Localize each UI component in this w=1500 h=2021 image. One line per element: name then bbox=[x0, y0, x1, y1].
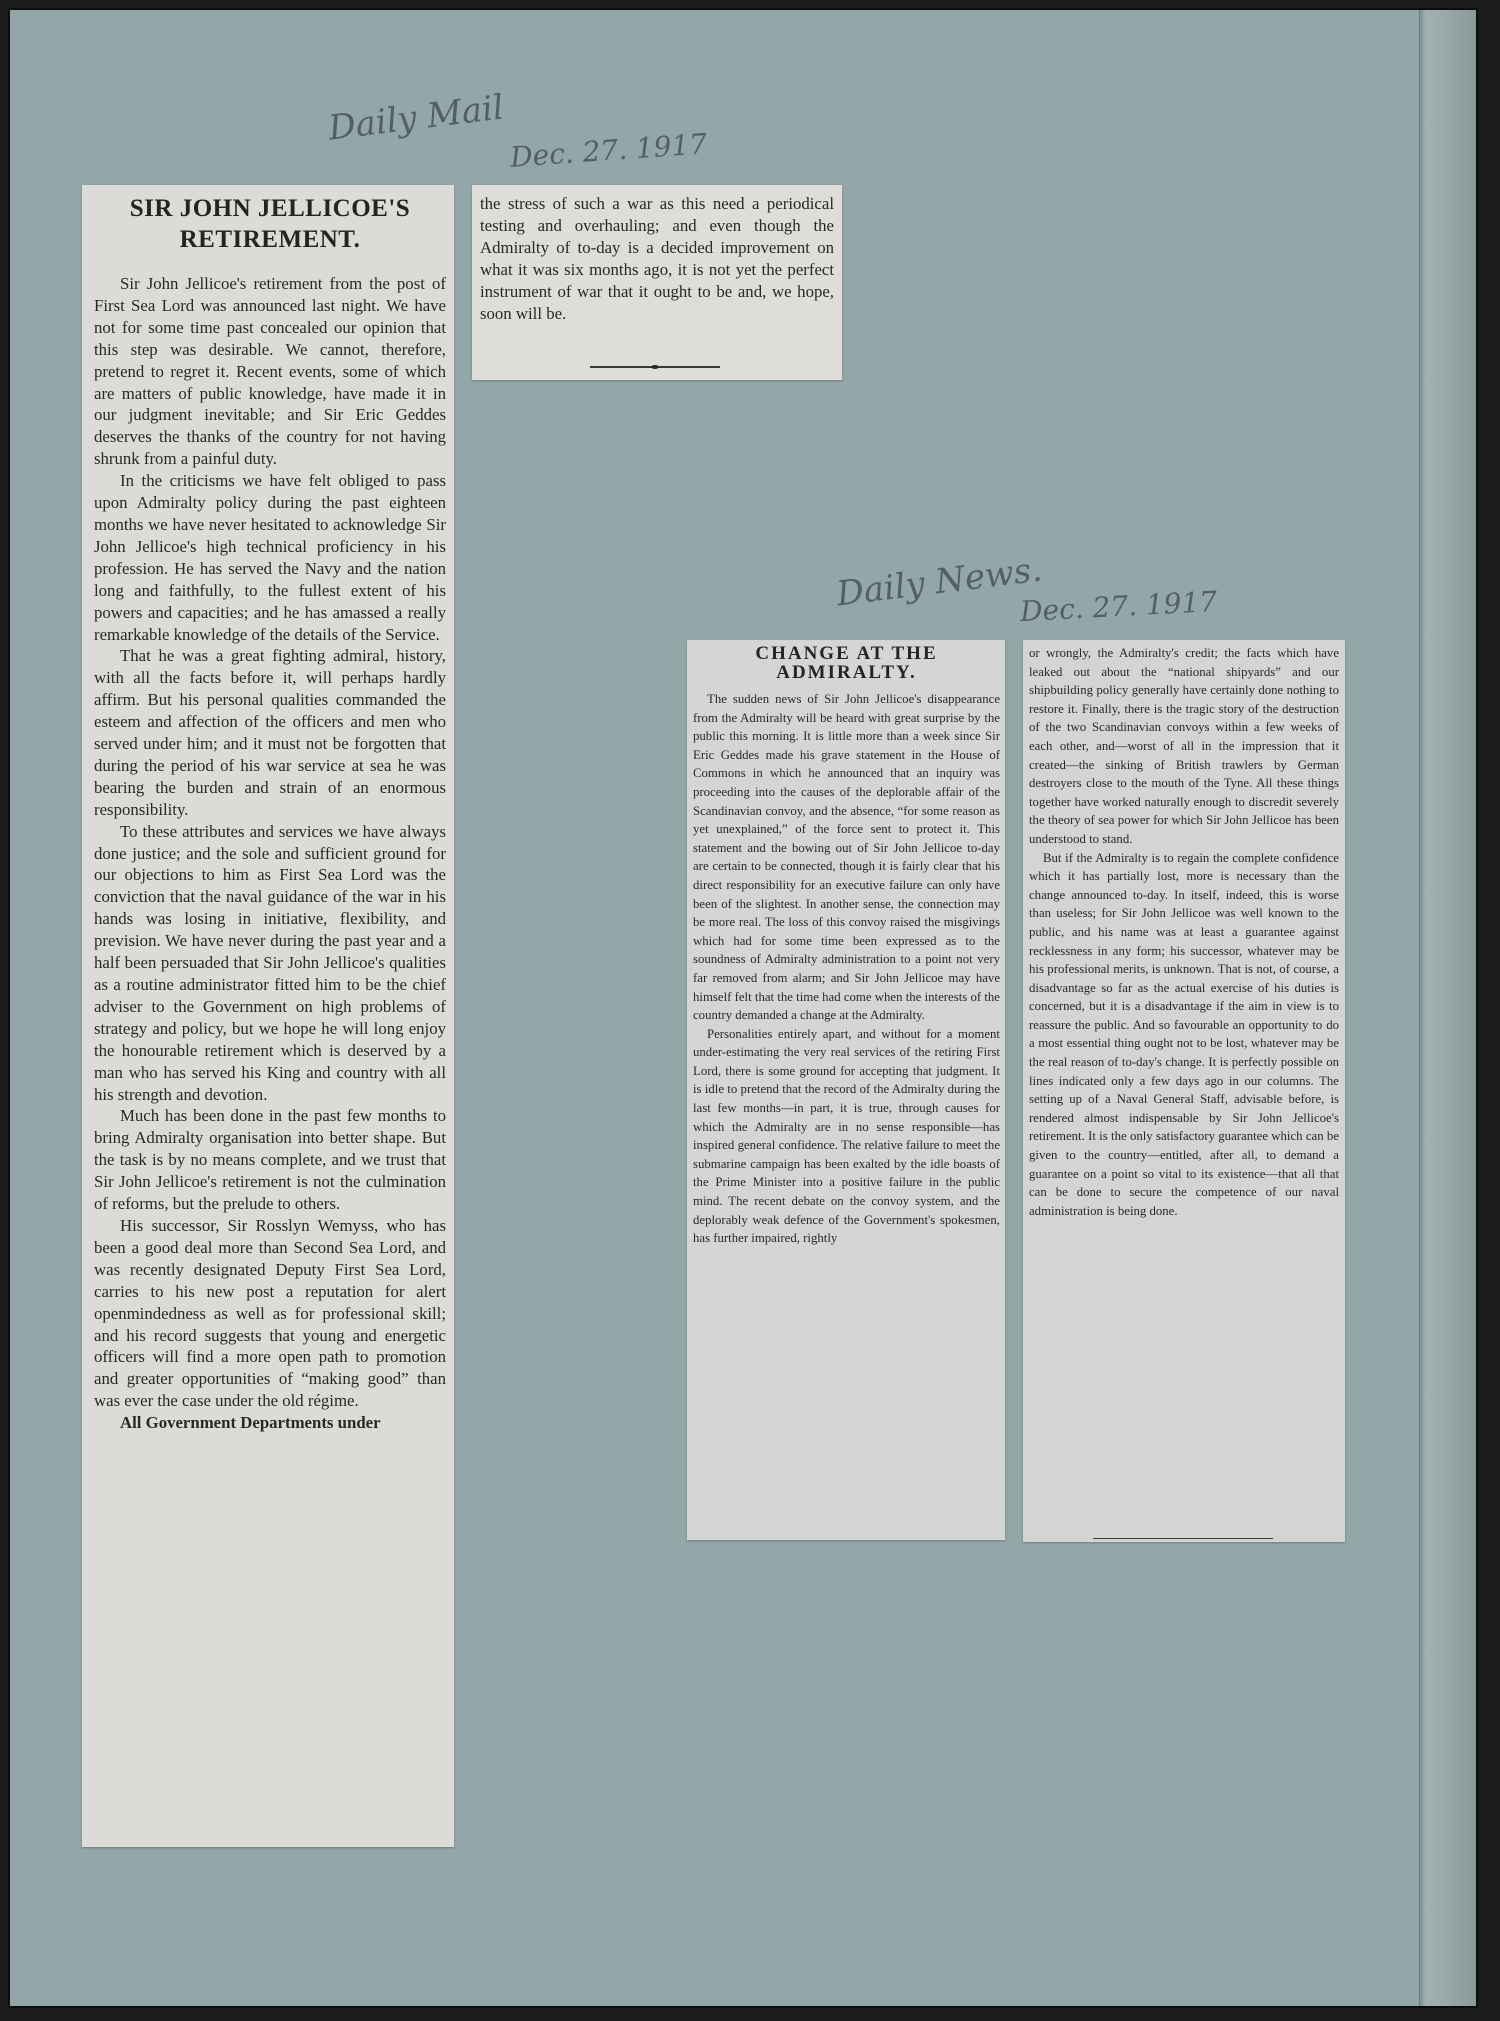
binding-edge bbox=[1419, 10, 1476, 2006]
article-paragraph: All Government Departments under bbox=[120, 1413, 381, 1433]
annotation-daily-mail: Daily Mail bbox=[326, 87, 506, 149]
annotation-daily-mail-date: Dec. 27. 1917 bbox=[509, 127, 709, 174]
article-paragraph: The sudden news of Sir John Jellicoe's disappearance from the Admiralty will be heard with great surprise by the public this morning. It is little more than a week since Sir Eric Geddes made his grave statement in the House of Commons in which he announced that an inquiry was proceeding into the causes of the deplorable affair of the Scandinavian convoy, and the absence, “for some reason as yet unexplained,” of the force sent to protect it. This statement and the bowing out of Sir John Jellicoe to-day are certain to be connected, though it is fairly clear that his direct responsibility for an executive failure can only have been of the slightest. In another sense, the connection may be more real. The loss of this convoy raised the misgivings which had for some time been expressed as to the soundness of Admiralty administration to a point not very far removed from alarm; and Sir John Jellicoe may have himself felt that the time had come when the interests of the country demanded a change at the Admiralty. bbox=[693, 692, 1000, 1023]
annotation-daily-news: Daily News. bbox=[834, 549, 1045, 615]
article-paragraph: That he was a great fighting admiral, history, with all the facts before it, will perhaps hardly affirm. But his personal qualities commanded the esteem and affection of the officers and men who served under him; and it must not be forgotten that during the period of his war service at sea he was bearing the burden and strain of an enormous responsibility. bbox=[94, 646, 446, 819]
end-rule bbox=[1093, 1538, 1273, 1539]
article-paragraph: His successor, Sir Rosslyn Wemyss, who has been a good deal more than Second Sea Lord, and was recently designated Deputy First Sea Lord, carries to his new post a reputation for alert openmindedness as well as for professional skill; and his record suggests that young and energetic officers will find a more open path to promotion and greater opportunities of “making good” than was ever the case under the old régime. bbox=[94, 1215, 446, 1411]
daily-mail-body bbox=[94, 273, 446, 1434]
daily-mail-clipping bbox=[82, 185, 454, 1847]
daily-mail-headline: SIR JOHN JELLICOE'S RETIREMENT. bbox=[129, 195, 411, 253]
scrapbook-page bbox=[8, 8, 1478, 2008]
article-paragraph: the stress of such a war as this need a periodical testing and overhauling; and even though the Admiralty of to-day is a decided improvement on what it was six months ago, it is not yet the perfect instrument of war that it ought to be and, we hope, soon will be. bbox=[480, 194, 834, 323]
article-paragraph: But if the Admiralty is to regain the complete confidence which it has partially lost, more is necessary than the change announced to-day. In itself, indeed, this is worse than useless; for Sir John Jellicoe was well known to the public, and his name was at least a guarantee against recklessness in any form; his successor, whatever may be his professional merits, is unknown. That is not, of course, a disadvantage so far as the actual exercise of his duties is concerned, but it is a disadvantage if the aim in view is to reassure the public. And so favourable an opportunity to do a most essential thing ought not to be lost, whatever may be the real reason of to-day's change. It is perfectly possible on lines indicated only a few days ago in our columns. The setting up of a Naval General Staff, advisable before, is rendered almost indispensable by Sir John Jellicoe's retirement. It is the only satisfactory guarantee which can be given to the country—entitled, after all, to demand a guarantee on a point so vital to its existence—that all that can be done to secure the competence of our naval administration is being done. bbox=[1029, 850, 1339, 1218]
article-paragraph: To these attributes and services we have always done justice; and the sole and sufficient ground for our objections to him as First Sea Lord was the conviction that the naval guidance of the war in his hands was losing in initiative, flexibility, and prevision. We have never during the past year and a half been persuaded that Sir John Jellicoe's qualities as a routine administrator fitted him to be the chief adviser to the Government on high problems of strategy and policy, but we hope he will long enjoy the honourable retirement which is deserved by a man who has served his King and country with all his strength and devotion. bbox=[94, 821, 446, 1104]
article-paragraph: Sir John Jellicoe's retirement from the post of First Sea Lord was announced last night. We have not for some time past concealed our opinion that this step was desirable. We cannot, therefore, pretend to regret it. Recent events, some of which are matters of public knowledge, have made it in our judgment inevitable; and Sir Eric Geddes deserves the thanks of the country for not having shrunk from a painful duty. bbox=[94, 274, 446, 469]
annotation-daily-news-date: Dec. 27. 1917 bbox=[1019, 584, 1218, 629]
daily-news-headline: CHANGE AT THE ADMIRALTY. bbox=[755, 643, 938, 683]
article-paragraph: Personalities entirely apart, and without for a moment under-estimating the very real services of the retiring First Lord, there is some ground for accepting that judgment. It is idle to pretend that the record of the Admiralty during the last few months—in part, it is true, through causes for which the Admiralty are in no sense responsible—has inspired general confidence. The relative failure to meet the submarine campaign has been exalted by the idle boasts of the Prime Minister into a positive failure in the public mind. The recent debate on the convoy system, and the deplorably weak defence of the Government's spokesmen, has further impaired, rightly bbox=[693, 1026, 1000, 1246]
end-rule-ornament bbox=[651, 365, 659, 369]
daily-mail-continuation-clipping bbox=[472, 185, 842, 380]
article-paragraph: Much has been done in the past few months to bring Admiralty organisation into better shape. But the task is by no means complete, and we trust that Sir John Jellicoe's retirement is not the culmination of reforms, but the prelude to others. bbox=[94, 1106, 446, 1214]
article-paragraph: In the criticisms we have felt obliged to pass upon Admiralty policy during the past eighteen months we have never hesitated to acknowledge Sir John Jellicoe's high technical proficiency in his profession. He has served the Navy and the nation long and faithfully, to the fullest extent of his powers and capacities; and he has amassed a really remarkable knowledge of the details of the Service. bbox=[94, 471, 446, 644]
daily-news-clipping-col1 bbox=[687, 640, 1005, 1540]
article-paragraph: or wrongly, the Admiralty's credit; the facts which have leaked out about the “national shipyards” and our shipbuilding policy generally have certainly done nothing to restore it. Finally, there is the tragic story of the destruction of the two Scandinavian convoys within a few weeks of each other, and—worst of all in the impression that it created—the sinking of British trawlers by German destroyers close to the mouth of the Tyne. All these things together have worked naturally enough to discredit severely the theory of sea power for which Sir John Jellicoe has been understood to stand. bbox=[1029, 646, 1339, 846]
daily-news-col1-body bbox=[693, 690, 1000, 1248]
daily-mail-continuation-body bbox=[480, 193, 834, 324]
daily-news-clipping-col2 bbox=[1023, 640, 1345, 1542]
daily-news-col2-body bbox=[1029, 644, 1339, 1220]
